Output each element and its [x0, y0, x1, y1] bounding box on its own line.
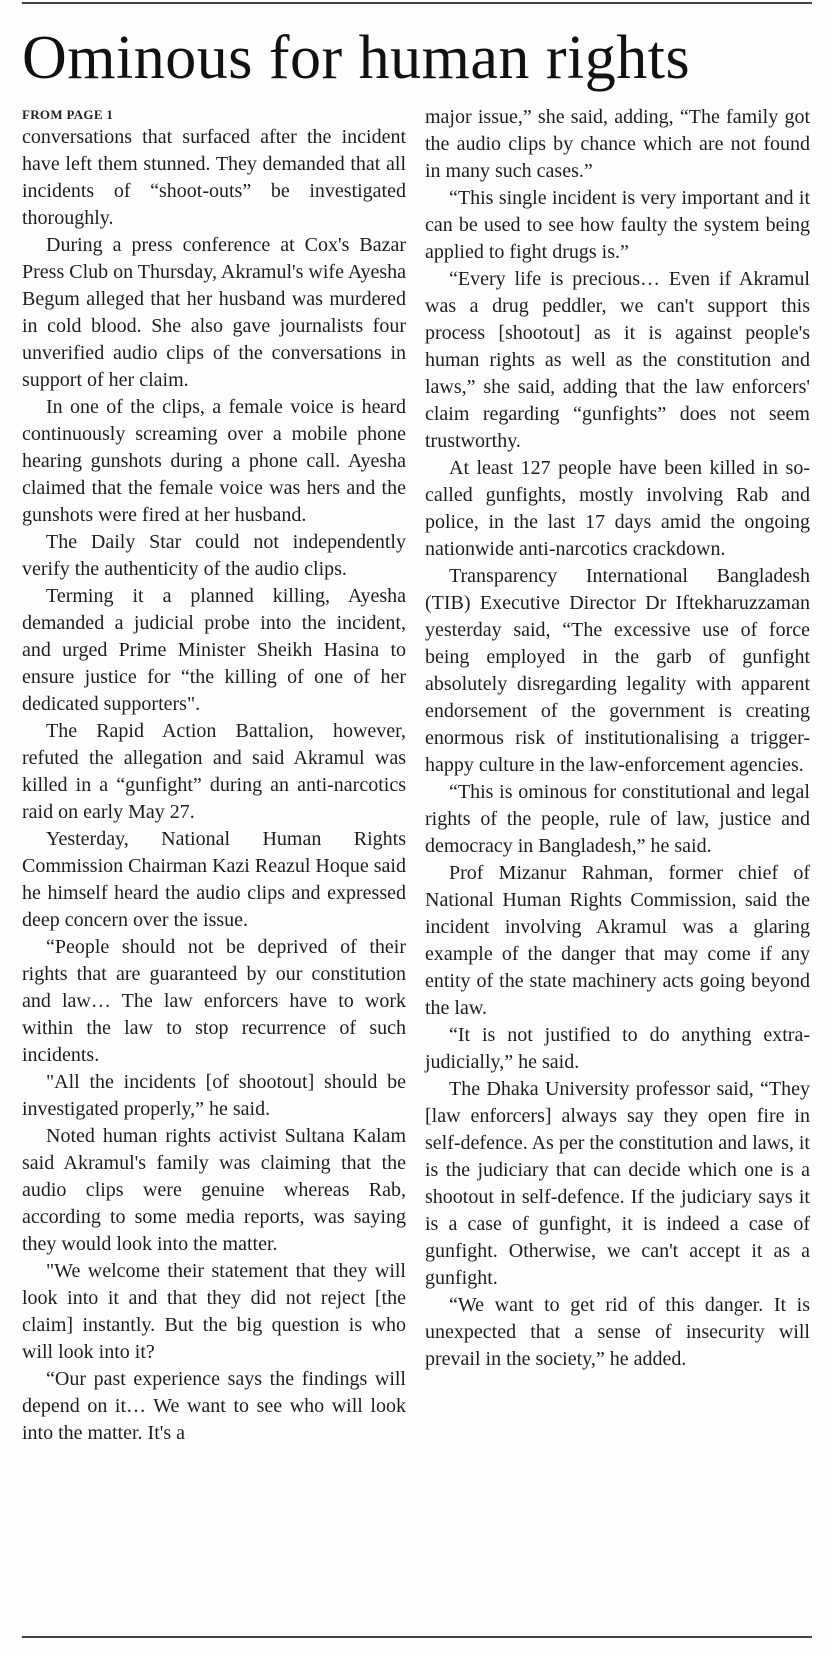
paragraph: Noted human rights activist Sultana Kalam said Akramul's family was claiming that the audio clips were genuine whereas Rab, according to some media reports, was saying they would look into the matter.: [22, 1125, 406, 1255]
right-column: [425, 104, 810, 1373]
left-column: [22, 104, 406, 1447]
paragraph: “Our past experience says the findings will depend on it… We want to see who will look into the matter. It's a: [22, 1368, 406, 1444]
headline: Ominous for human rights: [22, 24, 691, 92]
paragraph: At least 127 people have been killed in so-called gunfights, mostly involving Rab and police, in the last 17 days amid the ongoing nationwide anti-narcotics crackdown.: [425, 457, 810, 560]
paragraph: Prof Mizanur Rahman, former chief of National Human Rights Commission, said the incident involving Akramul was a glaring example of the danger that may come if any entity of the state machinery acts going beyond the law.: [425, 862, 810, 1019]
paragraph: Yesterday, National Human Rights Commission Chairman Kazi Reazul Hoque said he himself heard the audio clips and expressed deep concern over the issue.: [22, 828, 406, 931]
paragraph: “It is not justified to do anything extra-judicially,” he said.: [425, 1024, 810, 1073]
paragraph: During a press conference at Cox's Bazar Press Club on Thursday, Akramul's wife Ayesha Begum alleged that her husband was murdered in cold blood. She also gave journalists four unverified audio clips of the conversations in support of her claim.: [22, 234, 406, 391]
paragraph: "We welcome their statement that they will look into it and that they did not reject [the claim] instantly. But the big question is who will look into it?: [22, 1260, 406, 1363]
paragraph: “People should not be deprived of their rights that are guaranteed by our constitution and law… The law enforcers have to work within the law to stop recurrence of such incidents.: [22, 936, 406, 1066]
paragraph: The Rapid Action Battalion, however, refuted the allegation and said Akramul was killed in a “gunfight” during an anti-narcotics raid on early May 27.: [22, 720, 406, 823]
paragraph: Terming it a planned killing, Ayesha demanded a judicial probe into the incident, and urged Prime Minister Sheikh Hasina to ensure justice for “the killing of one of her dedicated supporters".: [22, 585, 406, 715]
paragraph: conversations that surfaced after the incident have left them stunned. They demanded that all incidents of “shoot-outs” be investigated thoroughly.: [22, 126, 406, 229]
top-rule: [22, 2, 812, 4]
paragraph: “This single incident is very important and it can be used to see how faulty the system being applied to fight drugs is.”: [425, 187, 810, 263]
paragraph: The Dhaka University professor said, “They [law enforcers] always say they open fire in self-defence. As per the constitution and laws, it is the judiciary that can decide which one is a shootout in self-defence. If the judiciary says it is a case of gunfight, it is indeed a case of gunfight. Otherwise, we can't accept it as a gunfight.: [425, 1078, 810, 1289]
paragraph: "All the incidents [of shootout] should be investigated properly,” he said.: [22, 1071, 406, 1120]
paragraph: “We want to get rid of this danger. It is unexpected that a sense of insecurity will prevail in the society,” he added.: [425, 1294, 810, 1370]
bottom-rule: [22, 1636, 812, 1638]
dateline: FROM PAGE 1: [22, 107, 114, 122]
paragraph: The Daily Star could not independently verify the authenticity of the audio clips.: [22, 531, 406, 580]
paragraph: “Every life is precious… Even if Akramul was a drug peddler, we can't support this process [shootout] as it is against people's human rights as well as the constitution and laws,” she said, adding that the law enforcers' claim regarding “gunfights” does not seem trustworthy.: [425, 268, 810, 452]
paragraph: major issue,” she said, adding, “The family got the audio clips by chance which are not found in many such cases.”: [425, 106, 810, 182]
paragraph: In one of the clips, a female voice is heard continuously screaming over a mobile phone hearing gunshots during a phone call. Ayesha claimed that the female voice was hers and the gunshots were fired at her husband.: [22, 396, 406, 526]
paragraph: “This is ominous for constitutional and legal rights of the people, rule of law, justice and democracy in Bangladesh,” he said.: [425, 781, 810, 857]
paragraph: Transparency International Bangladesh (TIB) Executive Director Dr Iftekharuzzaman yesterday said, “The excessive use of force being employed in the garb of gunfight absolutely disregarding legality with apparent endorsement of the government is creating enormous risk of institutionalising a trigger-happy culture in the law-enforcement agencies.: [425, 565, 810, 776]
